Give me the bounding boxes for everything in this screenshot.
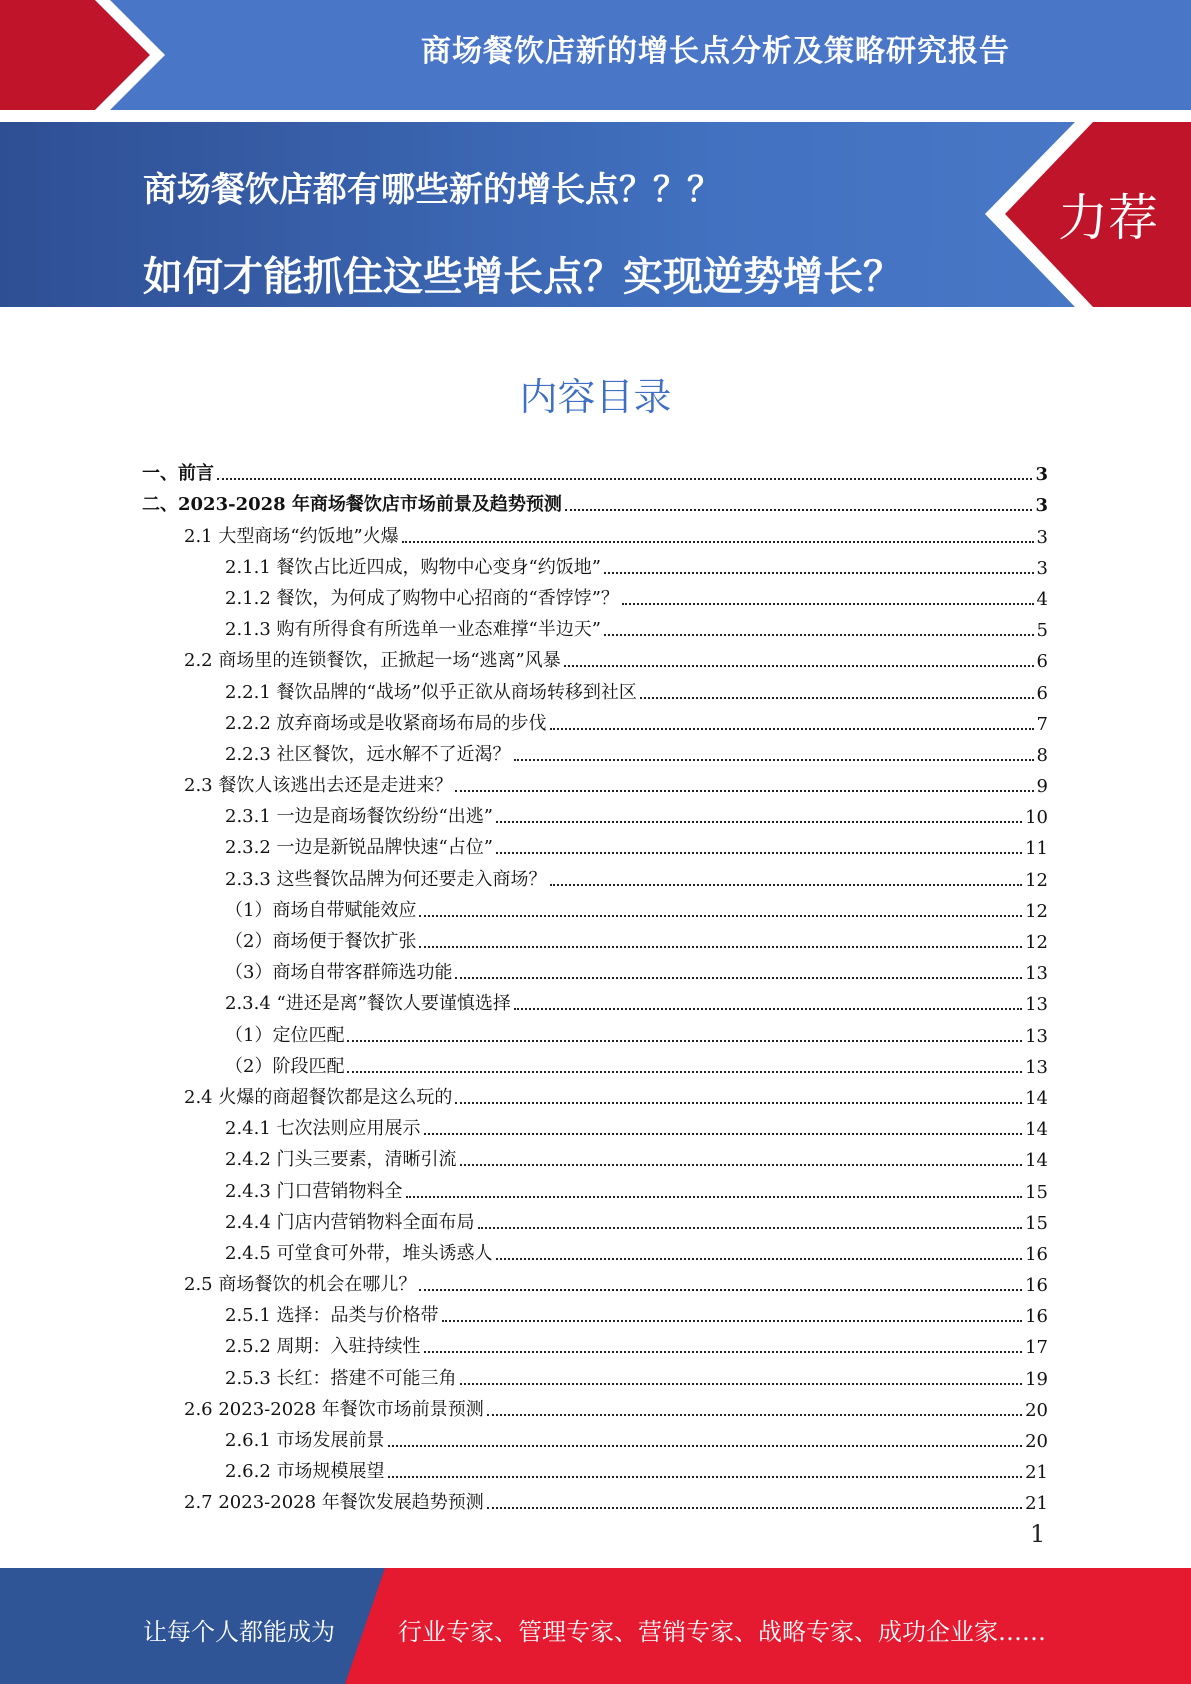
toc-leader-dots [604,572,1034,574]
toc-entry-label: 2.2.2 放弃商场或是收紧商场布局的步伐 [225,712,547,734]
toc-entry[interactable] [142,1265,1048,1296]
toc-entry-label: 2.2.3 社区餐饮，远水解不了近渴？ [225,743,511,765]
toc-leader-dots [419,946,1022,948]
footer-slogan-right: 行业专家、管理专家、营销专家、战略专家、成功企业家…… [398,1618,1046,1646]
toc-entry-label: （3）商场自带客群筛选功能 [225,962,453,984]
toc-entry-page: 3 [1036,526,1048,548]
toc-entry-page: 7 [1036,713,1048,735]
toc-entry[interactable] [142,1234,1048,1265]
toc-leader-dots [496,1258,1023,1260]
toc-leader-dots [347,1040,1022,1042]
toc-entry-page: 13 [1025,994,1048,1016]
toc-entry-label: （2）商场便于餐饮扩张 [225,931,417,952]
toc-entry[interactable] [142,859,1048,890]
toc-entry[interactable] [142,1358,1048,1389]
toc-leader-dots [550,884,1023,886]
toc-leader-dots [496,852,1022,854]
toc-entry-label: （1）定位匹配 [225,1024,345,1046]
toc-entry[interactable] [142,610,1048,641]
toc-entry-label: （2）阶段匹配 [225,1055,345,1077]
toc-entry-label: 2.6 2023-2028 年餐饮市场前景预测 [184,1398,484,1420]
toc-entry-label: 2.6.1 市场发展前景 [225,1430,385,1451]
toc-entry[interactable] [142,922,1048,953]
toc-leader-dots [496,821,1022,823]
table-of-contents [142,454,1048,1514]
toc-entry-page: 11 [1025,838,1048,860]
toc-entry-label: 2.3.2 一边是新锐品牌快速“占位” [225,837,493,859]
toc-entry-label: 2.7 2023-2028 年餐饮发展趋势预测 [184,1492,484,1514]
toc-entry-page: 12 [1025,869,1048,891]
toc-entry-page: 21 [1025,1462,1048,1484]
toc-entry[interactable] [142,828,1048,859]
toc-entry[interactable] [142,891,1048,922]
toc-entry[interactable] [142,704,1048,735]
toc-leader-dots [514,759,1034,761]
toc-entry-page: 16 [1025,1306,1048,1328]
toc-leader-dots [442,1320,1023,1322]
toc-entry-page: 21 [1025,1493,1048,1515]
toc-entry-page: 16 [1025,1243,1048,1265]
toc-entry-page: 3 [1035,495,1048,517]
toc-entry-label: 2.5 商场餐饮的机会在哪儿？ [184,1274,417,1296]
toc-entry[interactable] [142,454,1048,485]
toc-leader-dots [478,1227,1023,1229]
toc-leader-dots [217,478,1032,480]
toc-entry[interactable] [142,1296,1048,1327]
toc-entry-page: 6 [1036,651,1048,673]
toc-entry-page: 6 [1036,682,1048,704]
toc-entry-label: 2.4.5 可堂食可外带，堆头诱惑人 [225,1242,493,1264]
toc-leader-dots [419,1289,1022,1291]
toc-entry-page: 16 [1025,1275,1048,1297]
toc-entry-page: 10 [1025,807,1048,829]
toc-entry-label: 2.5.3 长红：搭建不可能三角 [225,1367,457,1389]
toc-entry[interactable] [142,1109,1048,1140]
toc-entry-page: 5 [1036,620,1048,642]
toc-entry-page: 14 [1025,1087,1048,1109]
toc-entry[interactable] [142,1390,1048,1421]
footer-slogan-left: 让每个人都能成为 [143,1618,335,1646]
toc-entry-label: 2.1.2 餐饮，为何成了购物中心招商的“香饽饽”？ [225,587,619,609]
toc-entry-page: 14 [1025,1119,1048,1141]
toc-entry-label: 2.3.1 一边是商场餐饮纷纷“出逃” [225,806,493,828]
toc-leader-dots [550,728,1034,730]
toc-entry[interactable] [142,953,1048,984]
toc-leader-dots [424,1133,1023,1135]
toc-entry-label: 2.4 火爆的商超餐饮都是这么玩的 [184,1086,453,1108]
toc-entry-label: 2.5.2 周期：入驻持续性 [225,1336,421,1358]
toc-entry[interactable] [142,984,1048,1015]
toc-entry[interactable] [142,548,1048,579]
toc-entry-label: 二、2023-2028 年商场餐饮店市场前景及趋势预测 [142,494,562,516]
toc-leader-dots [460,1383,1023,1385]
toc-entry-page: 17 [1025,1337,1048,1359]
toc-entry-page: 20 [1025,1399,1048,1421]
toc-entry-page: 20 [1025,1431,1048,1452]
toc-entry[interactable] [142,1078,1048,1109]
toc-entry[interactable] [142,797,1048,828]
toc-entry-label: 2.1.3 购有所得食有所选单一业态难撑“半边天” [225,619,601,641]
toc-entry[interactable] [142,1327,1048,1358]
toc-leader-dots [402,541,1034,543]
toc-entry[interactable] [142,1421,1048,1452]
toc-entry-label: （1）商场自带赋能效应 [225,899,417,921]
hero-question-2: 如何才能抓住这些增长点？实现逆势增长？ [143,254,903,300]
toc-entry-label: 2.3.4 “进还是离”餐饮人要谨慎选择 [225,993,511,1015]
toc-entry[interactable] [142,1015,1048,1046]
toc-entry-label: 2.6.2 市场规模展望 [225,1461,385,1483]
report-title: 商场餐饮店新的增长点分析及策略研究报告 [421,34,1010,69]
toc-entry-page: 15 [1025,1212,1048,1234]
toc-entry-label: 2.3 餐饮人该逃出去还是走进来？ [184,775,453,797]
toc-entry-label: 2.3.3 这些餐饮品牌为何还要走入商场？ [225,868,547,890]
toc-entry-page: 12 [1025,900,1048,922]
toc-entry[interactable] [142,766,1048,797]
toc-leader-dots [640,697,1034,699]
toc-entry-label: 2.4.4 门店内营销物料全面布局 [225,1211,475,1233]
page-number: 1 [1030,1520,1046,1548]
toc-entry[interactable] [142,1140,1048,1171]
toc-leader-dots [487,1507,1022,1509]
toc-entry[interactable] [142,579,1048,610]
toc-title: 内容目录 [519,375,672,419]
toc-entry-label: 2.2.1 餐饮品牌的“战场”似乎正欲从商场转移到社区 [225,681,637,703]
toc-entry[interactable] [142,1203,1048,1234]
toc-leader-dots [424,1351,1023,1353]
toc-entry-label: 2.1.1 餐饮占比近四成，购物中心变身“约饭地” [225,556,601,578]
toc-entry-page: 13 [1025,1025,1048,1047]
toc-leader-dots [564,665,1034,667]
toc-leader-dots [455,977,1022,979]
toc-entry-label: 2.4.3 门口营销物料全 [225,1180,403,1202]
toc-entry[interactable] [142,641,1048,672]
toc-leader-dots [460,1164,1023,1166]
toc-leader-dots [455,790,1033,792]
toc-leader-dots [487,1414,1022,1416]
toc-entry-page: 12 [1025,932,1048,953]
toc-leader-dots [419,915,1022,917]
toc-entry-label: 2.5.1 选择：品类与价格带 [225,1305,439,1327]
toc-leader-dots [455,1102,1022,1104]
toc-entry[interactable] [142,1171,1048,1202]
toc-entry-page: 4 [1036,588,1048,610]
toc-leader-dots [604,634,1034,636]
toc-entry-page: 13 [1025,963,1048,985]
toc-entry[interactable] [142,672,1048,703]
toc-leader-dots [514,1008,1022,1010]
toc-entry-label: 2.2 商场里的连锁餐饮，正掀起一场“逃离”风暴 [184,650,561,672]
toc-leader-dots [347,1071,1022,1073]
toc-entry[interactable] [142,735,1048,766]
toc-leader-dots [406,1196,1023,1198]
toc-entry-page: 13 [1025,1056,1048,1078]
toc-entry-label: 一、前言 [142,463,214,485]
toc-entry-page: 14 [1025,1150,1048,1172]
recommend-badge: 力荐 [1058,189,1158,247]
toc-entry-label: 2.4.1 七次法则应用展示 [225,1118,421,1140]
toc-entry-page: 8 [1036,744,1048,766]
toc-entry[interactable] [142,516,1048,547]
toc-entry-page: 3 [1036,557,1048,579]
toc-entry-page: 9 [1036,776,1048,798]
toc-leader-dots [565,509,1033,511]
toc-entry-page: 15 [1025,1181,1048,1203]
toc-leader-dots [622,603,1034,605]
toc-leader-dots [388,1476,1023,1478]
toc-entry-page: 3 [1035,464,1048,486]
toc-entry[interactable] [142,485,1048,516]
hero-question-1: 商场餐饮店都有哪些新的增长点？？？ [143,170,721,210]
toc-entry-label: 2.1 大型商场“约饭地”火爆 [184,525,399,547]
toc-entry[interactable] [142,1483,1048,1514]
toc-entry-page: 19 [1025,1368,1048,1390]
toc-leader-dots [388,1445,1023,1447]
toc-entry[interactable] [142,1047,1048,1078]
toc-entry-label: 2.4.2 门头三要素，清晰引流 [225,1149,457,1171]
toc-entry[interactable] [142,1452,1048,1483]
